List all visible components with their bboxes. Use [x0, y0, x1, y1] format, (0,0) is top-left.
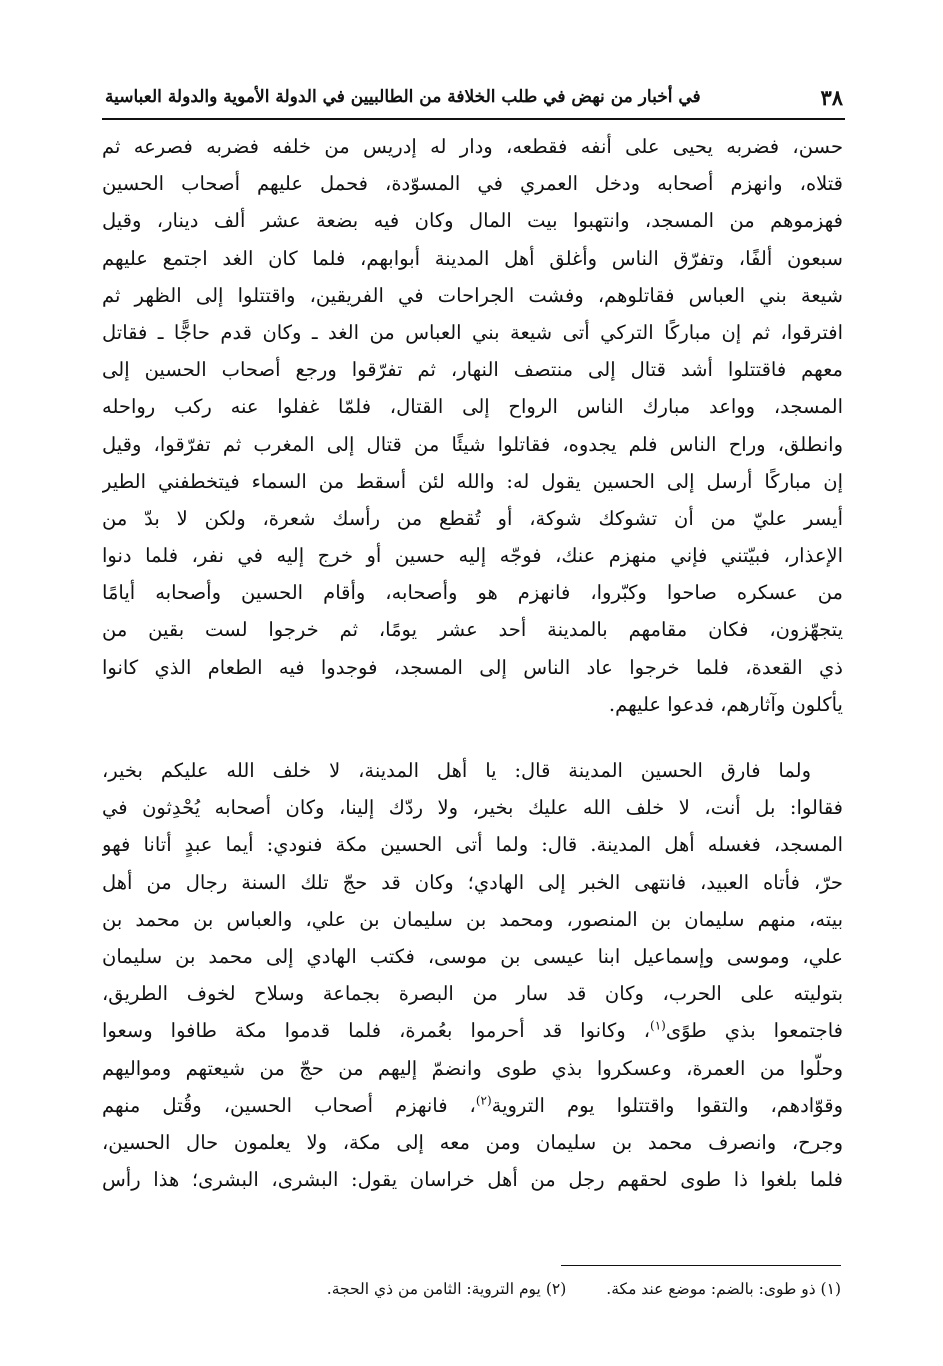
footnote-2	[327, 1280, 566, 1298]
text-line: وجرح، وانصرف محمد بن سليمان ومن معه إلى مكة، ولا يعلمون حال الحسين،	[102, 1130, 843, 1154]
text-segment: وقوّادهم، والتقوا واقتتلوا يوم التروية	[491, 1093, 843, 1117]
text-line: حرّ، فأتاه العبيد، فانتهى الخبر إلى الهادي؛ وكان قد حجّ تلك السنة رجال من أهل	[102, 870, 843, 894]
footnote-rule	[561, 1265, 841, 1266]
text-line: قتلاه، وانهزم أصحابه ودخل العمري في المسوّدة، فحمل عليهم أصحاب الحسين	[102, 172, 843, 196]
text-line: المسجد، وواعد مبارك الناس الرواح إلى القتال، فلمّا غفلوا عنه ركب رواحله	[102, 395, 843, 419]
footnote-text: ذو طوى: بالضم: موضع عند مكة.	[606, 1280, 816, 1298]
footnotes	[102, 1280, 841, 1298]
text-segment: فاجتمعوا بذي طوًى	[665, 1019, 843, 1043]
text-line: يتجهّزون، فكان مقامهم بالمدينة أحد عشر يومًا، ثم خرجوا لست بقين من	[102, 618, 843, 642]
text-line: المسجد، فغسله أهل المدينة. قال: ولما أتى الحسين مكة فنودي: أيما عبدٍ أتانا فهو	[102, 833, 843, 857]
text-line: إن مباركًا أرسل إلى الحسين يقول له: والله لئن أسقط من السماء فيتخطفني الطير	[102, 469, 843, 493]
footnote-mark-1: (١)	[650, 1018, 666, 1033]
text-line-with-note	[102, 1012, 843, 1049]
running-title: في أخبار من نهض في طلب الخلافة من الطالبيين في الدولة الأموية والدولة العباسية	[105, 87, 701, 107]
text-line: بتوليته على الحرب، وكان قد سار من البصرة بجماعة وسلاح لخوف الطريق،	[102, 982, 843, 1006]
text-line: بيته، منهم سليمان بن المنصور، ومحمد بن سليمان بن علي، والعباس بن محمد بن	[102, 907, 843, 931]
text-line: سبعون ألفًا، وتفرّق الناس وأغلق أهل المدينة أبوابهم، فلما كان الغد اجتمع عليهم	[102, 246, 843, 270]
text-line: افترقوا، ثم إن مباركًا التركي أتى شيعة بني العباس من الغد ـ وكان قدم حاجًّا ـ فقاتل	[102, 320, 843, 344]
text-line: فهزموهم من المسجد، وانتهبوا بيت المال وكان فيه بضعة عشر ألف دينار، وقيل	[102, 209, 843, 233]
text-line: فلما بلغوا ذا طوى لحقهم رجل من أهل خراسان يقول: البشرى، البشرى؛ هذا رأس	[102, 1168, 843, 1192]
text-line: الإعذار، فبيّتني فإني منهزم عنك، فوجّه إليه حسين أو خرج إليه في نفر، فلما دنوا	[102, 544, 843, 568]
text-line: أيسر عليّ من أن تشوكك شوكة، أو تُقطع من رأسك شعرة، ولكن لا بدّ من	[102, 506, 843, 530]
body-text	[102, 128, 843, 1198]
footnote-mark: (١)	[820, 1280, 841, 1298]
text-line-with-note	[102, 1087, 843, 1124]
text-line: وانطلق، وراح الناس فلم يجدوه، فقاتلوا شيئًا من قتال إلى المغرب ثم تفرّقوا، وقيل	[102, 432, 843, 456]
text-line: ذي القعدة، فلما خرجوا عاد الناس إلى المسجد، فوجدوا فيه الطعام الذي كانوا	[102, 655, 843, 679]
page-header	[105, 80, 843, 114]
text-line: معهم فاقتتلوا أشد قتال إلى منتصف النهار، ثم تفرّقوا ورجع أصحاب الحسين إلى	[102, 358, 843, 382]
text-line: حسن، فضربه يحيى على أنفه فقطعه، ودار له إدريس من خلفه فضربه فصرعه ثم	[102, 135, 843, 158]
text-line: ولما فارق الحسين المدينة قال: يا أهل المدينة، لا خلف الله عليكم بخير،	[102, 759, 811, 782]
text-line: فقالوا: بل أنت، لا خلف الله عليك بخير، ولا ردّك إلينا، وكان أصحابه يُحْدِثون في	[102, 796, 843, 820]
footnote-mark: (٢)	[545, 1280, 567, 1298]
text-line: علي، وموسى وإسماعيل ابنا عيسى بن موسى، فكتب الهادي إلى محمد بن سليمان	[102, 944, 843, 968]
text-line: يأكلون وآثارهم، فدعوا عليهم.	[608, 692, 843, 716]
header-rule	[102, 118, 845, 120]
paragraph-gap	[102, 723, 843, 752]
page-number: ٣٨	[820, 84, 843, 110]
text-segment: ، فانهزم أصحاب الحسين، وقُتل منهم	[102, 1093, 476, 1117]
footnote-mark-2: (٢)	[475, 1093, 492, 1108]
footnote-1	[606, 1280, 841, 1298]
text-line: من عسكره صاحوا وكبّروا، فانهزم هو وأصحابه، وأقام الحسين وأصحابه أيامًا	[102, 581, 843, 605]
text-line: شيعة بني العباس فقاتلوهم، وفشت الجراحات في الفريقين، واقتتلوا إلى الظهر ثم	[102, 283, 843, 307]
text-line: وحلّوا من العمرة، وعسكروا بذي طوى وانضمّ إليهم من حجّ من شيعتهم ومواليهم	[102, 1056, 843, 1080]
text-segment: ، وكانوا قد أحرموا بعُمرة، فلما قدموا مكة طافوا وسعوا	[102, 1019, 651, 1043]
footnote-text: يوم التروية: الثامن من ذي الحجة.	[326, 1280, 541, 1298]
